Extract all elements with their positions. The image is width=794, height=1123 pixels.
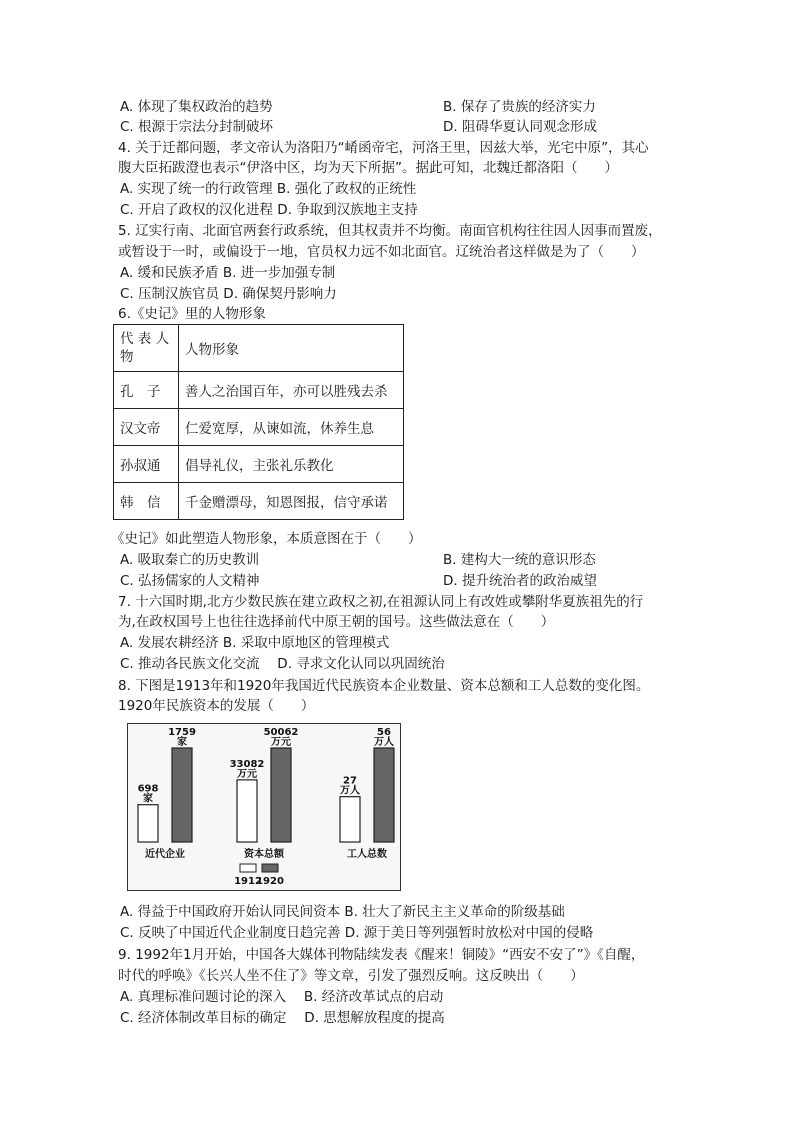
bar-value-label: 27 (343, 775, 357, 787)
q9-stem-line1: 9. 1992年1月开始，中国各大媒体刊物陆续发表《醒来！铜陵》“西安不安了”》《自醒， (118, 947, 645, 963)
bar-unit-label: 万元 (237, 768, 257, 780)
q9-options-ab: A. 真理标准问题讨论的深入 B. 经济改革试点的启动 (120, 989, 444, 1005)
bar-1920 (271, 748, 291, 842)
legend-label: 1920 (256, 876, 284, 887)
bar-1920 (374, 748, 394, 842)
table-row (114, 372, 404, 409)
q3-option-b: B. 保存了贵族的经济实力 (443, 99, 596, 115)
q5-options-ab: A. 缓和民族矛盾 B. 进一步加强专制 (120, 265, 336, 281)
table-row (114, 446, 404, 483)
table-row (114, 409, 404, 446)
q4-options-cd: C. 开启了政权的汉化进程 D. 争取到汉族地主支持 (120, 202, 418, 218)
table-cell: 孙叔通 (114, 446, 179, 483)
bar-value-label: 698 (137, 783, 159, 795)
q7-options-cd: C. 推动各民族文化交流 D. 寻求文化认同以巩固统治 (120, 656, 445, 672)
q4-options-ab: A. 实现了统一的行政管理 B. 强化了政权的正统性 (120, 181, 417, 197)
table-row (114, 483, 404, 520)
bar-unit-label: 万人 (374, 737, 394, 748)
bar-unit-label: 家 (177, 737, 187, 748)
q6-question: 《史记》如此塑造人物形象，本质意图在于（ ） (111, 531, 422, 547)
bar-value-label: 33082 (229, 758, 265, 770)
bar-unit-label: 万人 (340, 785, 360, 797)
q8-stem-line1: 8. 下图是1913年和1920年我国近代民族资本企业数量、资本总额和工人总数的变化图。 (118, 678, 650, 694)
q3-option-c: C. 根源于宗法分封制破坏 (120, 119, 274, 135)
table-cell: 仁爱宽厚，从谏如流，休养生息 (179, 409, 404, 446)
q3-option-a: A. 体现了集权政治的趋势 (120, 99, 273, 115)
q6-option-a: A. 吸取秦亡的历史教训 (120, 552, 260, 568)
bar-value-label: 56 (377, 727, 391, 738)
q6-option-c: C. 弘扬儒家的人文精神 (120, 573, 260, 589)
bar-value-label: 1759 (168, 727, 196, 738)
table-cell: 善人之治国百年，亦可以胜残去杀 (179, 372, 404, 409)
q5-stem-line1: 5. 辽实行南、北面官两套行政系统，但其权责并不均衡。南面官机构往往因人因事而置废， (118, 223, 662, 239)
q8-options-cd: C. 反映了中国近代企业制度日趋完善 D. 源于美日等列强暂时放松对中国的侵略 (120, 925, 594, 941)
bar-1920 (172, 748, 192, 842)
q9-options-cd: C. 经济体制改革目标的确定 D. 思想解放程度的提高 (120, 1010, 445, 1026)
q9-stem-line2: 时代的呼唤》《长兴人坐不住了》等文章，引发了强烈反响。这反映出（ ） (118, 968, 584, 984)
legend-label: 1912 (234, 876, 262, 887)
legend-swatch-1912 (240, 864, 256, 872)
q8-stem-line2: 1920年民族资本的发展（ ） (118, 698, 315, 714)
capital-change-chart (127, 723, 401, 891)
q3-option-d: D. 阻碍华夏认同观念形成 (443, 119, 597, 135)
category-label: 资本总额 (244, 849, 284, 860)
table-cell: 千金赠漂母，知恩图报，信守承诺 (179, 483, 404, 520)
chart-svg (128, 724, 400, 890)
q7-stem-line1: 7. 十六国时期,北方少数民族在建立政权之初,在祖源认同上有改姓或攀附华夏族祖先的行 (118, 594, 644, 610)
table-header-row (114, 325, 404, 372)
q4-stem-line1: 4. 关于迁都问题，孝文帝认为洛阳乃“崤函帝宅，河洛王里，因兹大举，光宅中原”，其心 (118, 140, 649, 156)
bar-unit-label: 家 (143, 793, 153, 805)
bar-value-label: 50062 (263, 727, 299, 738)
q7-stem-line2: 为,在政权国号上也往往选择前代中原王朝的国号。这些做法意在（ ） (118, 614, 555, 630)
q4-stem-line2: 腹大臣拓跋澄也表示“伊洛中区，均为天下所据”。据此可知，北魏迁都洛阳（ ） (118, 160, 618, 176)
table-cell: 汉文帝 (114, 409, 179, 446)
shiji-figures-table (113, 324, 404, 520)
bar-unit-label: 万元 (271, 737, 291, 748)
bar-1912 (237, 780, 257, 842)
bar-1912 (138, 805, 158, 842)
q6-option-b: B. 建构大一统的意识形态 (443, 552, 596, 568)
q6-stem: 6.《史记》里的人物形象 (118, 306, 266, 322)
q5-stem-line2: 或暂设于一时，或偏设于一地，官员权力远不如北面官。辽统治者这样做是为了（ ） (118, 244, 645, 260)
q8-options-ab: A. 得益于中国政府开始认同民间资本 B. 壮大了新民主主义革命的阶级基础 (120, 904, 565, 920)
q7-options-ab: A. 发展农耕经济 B. 采取中原地区的管理模式 (120, 635, 390, 651)
bar-1912 (340, 797, 360, 842)
q5-options-cd: C. 压制汉族官员 D. 确保契丹影响力 (120, 286, 337, 302)
table-header-cell: 代 表 人 物 (114, 325, 179, 372)
table-cell: 孔 子 (114, 372, 179, 409)
table-header-cell: 人物形象 (179, 325, 404, 372)
legend-swatch-1920 (262, 864, 278, 872)
q6-option-d: D. 提升统治者的政治威望 (443, 573, 597, 589)
table-cell: 倡导礼仪，主张礼乐教化 (179, 446, 404, 483)
category-label: 近代企业 (145, 849, 185, 860)
table-cell: 韩 信 (114, 483, 179, 520)
category-label: 工人总数 (347, 849, 387, 860)
